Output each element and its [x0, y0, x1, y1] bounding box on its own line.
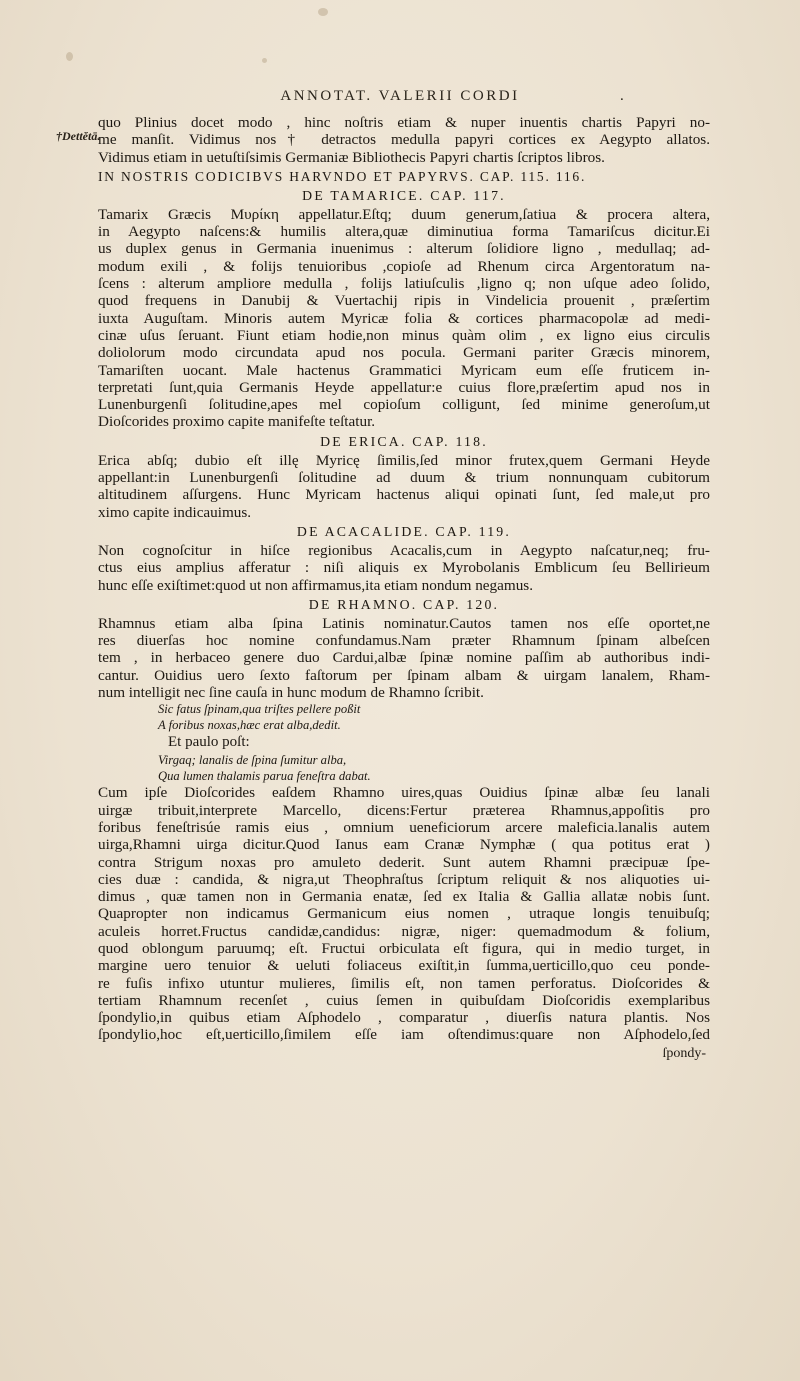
text-line: terpretati ſunt,quia Germanis Heyde appellatur:e cuius flore,præſertim apud nos in	[98, 378, 710, 396]
text-line: Dioſcorides proximo capite manifeſte teſtatur.	[98, 413, 376, 431]
text-line: num intelligit nec ſine cauſa in hunc modum de Rhamno ſcribit.	[98, 684, 484, 702]
text-line: doliolorum modo circundata apud nos pocula. Germani pariter Græcis minorem,	[98, 344, 710, 362]
text-line: ximo capite indicauimus.	[98, 503, 252, 521]
text-line: re fuſis infixo utuntur mulieres, ſimilis eſt, non tamen perforatus. Dioſcorides &	[98, 974, 710, 992]
text-line: cies duæ : candida, & nigra,ut Theophraſtus ſcriptum reliquit & nos aliquoties ui-	[98, 870, 710, 888]
chapter-heading: DE ERICA. CAP. 118.	[320, 433, 488, 449]
text-line: quo Plinius docet modo , hinc noſtris etiam & nuper inuentis chartis Papyri no-	[98, 114, 710, 131]
verse-intro: Et paulo poſt:	[168, 734, 250, 751]
running-head-title: ANNOTAT. VALERII CORDI	[280, 88, 520, 104]
text-line: iuxta Auguſtam. Minoris autem Myricæ folia & cortices pharmacopolæ ad medi-	[98, 309, 710, 327]
text-line: appellant:in Lunenburgenſi ſolitudine ad duum & trium nonnunquam cubitorum	[98, 469, 710, 487]
text-line: ſcens : alterum ampliore medulla , folijs latiuſculis ,ligno q; non uſque adeo ſolido,	[98, 275, 710, 293]
text-line: hunc eſſe exiſtimet:quod ut non affirmamus,ita etiam nondum negamus.	[98, 576, 534, 594]
verse-line: Virgaq; lanalis de ſpina ſumitur alba,	[158, 753, 347, 768]
text-line: quod oblongum paruumq; eſt. Fructui orbiculata eſt figura, qui in medio turget, in	[98, 939, 710, 957]
text-line: res diuerſas hoc nomine confundamus.Nam præter Rhamnum ſpinam albeſcen	[98, 632, 710, 650]
text-line: Rhamnus etiam alba ſpina Latinis nominatur.Cautos tamen nos eſſe oportet,ne	[98, 614, 710, 632]
verse-line: Qua lumen thalamis parua feneſtra dabat.	[158, 769, 371, 784]
chapter-heading: IN NOSTRIS CODICIBVS HARVNDO ET PAPYRVS. CAP. 115. 116.	[98, 168, 587, 184]
catchword: ſpondy-	[662, 1045, 706, 1061]
text-line: altitudinem aſſurgens. Hunc Myricam hactenus aliqui opinati ſunt, ſed male,ut pro	[98, 486, 710, 504]
margin-note: †Dettĕtā.	[56, 129, 101, 143]
text-line: uirgæ tribuit,interprete Marcello, dicens:Fertur præterea Rhamnus,appoſitis pro	[98, 801, 710, 819]
text-line: Vidimus etiam in uetuſtiſsimis Germaniæ Bibliothecis Papyri chartis ſcriptos libros.	[98, 148, 605, 166]
text-line: contra Strigum noxas pro amuleto dederit. Sunt autem Rhamni præcipuæ ſpe-	[98, 853, 710, 871]
text-line: Erica abſq; dubio eſt illę Myricę ſimilis,ſed minor frutex,quem Germani Heyde	[98, 451, 710, 469]
text-line: Lunenburgenſi ſolitudine,apes mel copioſum colligunt, ſed minime generoſum,ut	[98, 396, 710, 414]
text-line: foribus feneſtrisúe ramis eius , omnium ueneficiorum arcere maleficia.lanalis autem	[98, 818, 710, 836]
running-head	[0, 88, 800, 105]
text-line: Cum ipſe Dioſcorides eaſdem Rhamno uires,quas Ouidius ſpinæ albæ ſeu lanali	[98, 784, 710, 802]
running-head-mark: .	[620, 88, 627, 104]
chapter-heading: DE RHAMNO. CAP. 120.	[308, 596, 500, 612]
text-line: ſpondylio,hoc eſt,uerticillo,ſimilem eſſe iam oſtendimus:quare non Aſphodelo,ſed	[98, 1026, 710, 1044]
text-line: me manſit. Vidimus nos† detractos medulla papyri cortices ex Aegypto allatos.	[98, 131, 710, 149]
chapter-heading: DE TAMARICE. CAP. 117.	[302, 187, 506, 203]
ink-blot	[262, 58, 267, 63]
text-line: aculeis horret.Fructus candidæ,candidus: nigræ, niger: quemadmodum & folium,	[98, 922, 710, 940]
text-line: Non cognoſcitur in hiſce regionibus Acacalis,cum in Aegypto naſcatur,neq; fru-	[98, 541, 710, 559]
verse-line: A foribus noxas,hæc erat alba,dedit.	[158, 718, 341, 733]
ink-blot	[66, 52, 73, 61]
text-line: uirga,Rhamni uirga dicitur.Quod Ianus eam Cranæ Nymphæ ( qua potitus erat )	[98, 836, 710, 854]
ink-blot	[318, 8, 328, 16]
text-line: us duplex genus in Germania inuenimus : alterum ſolidiore ligno , medullaq; ad-	[98, 240, 710, 258]
text-line: ſpondylio,in quibus etiam Aſphodelo , comparatur , diuerſis natura plantis. Nos	[98, 1009, 710, 1027]
text-line: modum exili , & folijs tenuioribus ,copioſe ad Rhenum circa Argentoratum na-	[98, 257, 710, 275]
verse-line: Sic fatus ſpinam,qua triſtes pellere poßit	[158, 702, 361, 717]
text-line: Tamarix Græcis Μυρίκη appellatur.Eſtq; duum generum,ſatiua & procera altera,	[98, 205, 710, 223]
text-line: in Aegypto naſcens:& humilis altera,quæ diminutiua forma Tamariſcus dicitur.Ei	[98, 223, 710, 241]
text-line: quod frequens in Danubij & Vuertachij ripis in Vindelicia prouenit , præſertim	[98, 292, 710, 310]
text-line: tem , in herbaceo genere duo Cardui,albæ ſpinæ nomine paſſim ab authoribus indi-	[98, 649, 710, 667]
text-line: ctus eius amplius afferatur : niſi aliquis ex Myrobolanis Emblicum ſeu Bellirieum	[98, 559, 710, 577]
text-line: margine uero tenuior & ueluti foliaceus exiſtit,in ſumma,uerticillo,quo ceu ponde-	[98, 957, 710, 975]
chapter-heading: DE ACACALIDE. CAP. 119.	[296, 523, 512, 539]
text-line: cinæ uſus ſeruant. Fiunt etiam hodie,non minus quàm olim , ex ligno eius circulis	[98, 326, 710, 344]
text-line: Tamariſten uocant. Male hactenus Grammatici Myricam eum eſſe fruticem in-	[98, 361, 710, 379]
text-line: Quapropter non indicamus Germanicum eius nomen , utraque longis tenuibuſq;	[98, 905, 710, 923]
text-line: dimus , quæ tamen non in Germania enatæ, ſed ex Italia & Gallia allatæ nobis ſunt.	[98, 888, 710, 906]
body-text	[98, 114, 710, 1062]
text-line: cantur. Ouidius uero ſexto faſtorum per ſpinam albam & uirgam lanalem, Rham-	[98, 666, 710, 684]
text-line: tertiam Rhamnum recenſet , cuius ſemen in quibuſdam Dioſcoridis exemplaribus	[98, 991, 710, 1009]
